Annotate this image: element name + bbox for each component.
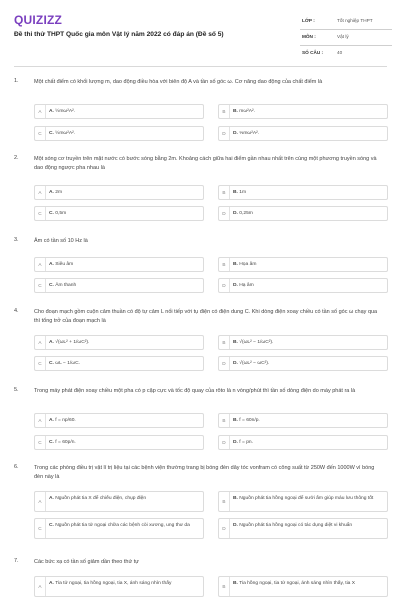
answer-option-c[interactable] xyxy=(34,518,204,539)
option-prefix: D. xyxy=(233,131,238,137)
answer-option-c[interactable] xyxy=(34,126,204,141)
option-prefix: C. xyxy=(49,440,54,446)
option-prefix: B. xyxy=(233,418,238,424)
option-text: ⅓mω²A². xyxy=(239,131,260,137)
option-letter: C xyxy=(35,127,46,140)
option-letter: A xyxy=(35,258,46,271)
option-letter: C xyxy=(35,207,46,220)
option-letter: D xyxy=(219,357,230,370)
option-text: f = pn. xyxy=(239,440,253,446)
option-letter: D xyxy=(219,127,230,140)
option-text: √(ωL² − ωC²). xyxy=(239,361,270,367)
option-text: Tia tử ngoại, tia hồng ngoại, tia X, ánh sáng nhìn thấy xyxy=(55,580,172,586)
answer-option-d[interactable] xyxy=(218,126,388,141)
question-number: 4. xyxy=(14,308,19,314)
option-prefix: C. xyxy=(49,361,54,367)
option-letter: B xyxy=(219,258,230,271)
option-prefix: A. xyxy=(49,262,54,268)
answer-option-a[interactable] xyxy=(34,491,204,512)
option-text: mω²A². xyxy=(239,109,256,115)
option-prefix: C. xyxy=(49,522,54,528)
meta-label: MÔN : xyxy=(302,34,316,39)
answer-option-a[interactable] xyxy=(34,576,204,597)
answer-option-d[interactable] xyxy=(218,278,388,293)
option-prefix: B. xyxy=(233,262,238,268)
option-text: 0,25m xyxy=(239,211,253,217)
answer-option-b[interactable] xyxy=(218,185,388,200)
question-text: Các bức xạ có tần số giảm dần theo thứ tự xyxy=(34,559,139,565)
option-letter: B xyxy=(219,105,230,118)
option-prefix: A. xyxy=(49,580,54,586)
option-text: Nguồn phát tia tử ngoại chữa các bệnh còi xương, ung thư da xyxy=(55,522,190,528)
option-text: ωL − 1/ωC. xyxy=(55,361,80,367)
option-letter: A xyxy=(35,577,46,596)
answer-option-d[interactable] xyxy=(218,356,388,371)
option-prefix: B. xyxy=(233,340,238,346)
question-text: Trong máy phát điện xoay chiều một pha có p cặp cực và tốc độ quay của rôto là n vòng/phút thì tần số dòng điện do máy phát ra là xyxy=(34,388,356,394)
worksheet-header xyxy=(0,0,400,62)
option-prefix: B. xyxy=(233,580,238,586)
meta-row-question-count xyxy=(300,46,392,61)
meta-row-class xyxy=(300,14,392,30)
option-prefix: A. xyxy=(49,418,54,424)
option-letter: A xyxy=(35,492,46,511)
option-text: f = 60n/p. xyxy=(239,418,260,424)
question-number: 2. xyxy=(14,155,19,161)
answer-option-b[interactable] xyxy=(218,257,388,272)
answer-option-b[interactable] xyxy=(218,576,388,597)
option-prefix: D. xyxy=(233,283,238,289)
question-number: 1. xyxy=(14,78,19,84)
option-prefix: B. xyxy=(233,190,238,196)
option-prefix: D. xyxy=(233,522,238,528)
quizizz-logo: QUIZIZZ xyxy=(14,13,63,27)
option-text: Nguồn phát tia hồng ngoại có tác dụng diệt vi khuẩn xyxy=(239,522,353,528)
option-letter: D xyxy=(219,519,230,538)
option-text: √(ωL² − 1/ωC²). xyxy=(239,340,274,346)
answer-option-b[interactable] xyxy=(218,104,388,119)
question-text: Âm có tần số 10 Hz là xyxy=(34,238,88,244)
question-text: Trong các phòng điều trị vật lí trị liệu tại các bệnh viện thường trang bị bóng đèn dây tóc vonfram có công suất từ 250W đến 1000W vì bóng đèn này là xyxy=(34,465,375,480)
question-number: 5. xyxy=(14,387,19,393)
meta-value: Vật lý xyxy=(337,34,349,39)
question-text: Một chất điểm có khối lượng m, dao động điều hòa với biên độ A và tần số góc ω. Cơ năng dao động của chất điểm là xyxy=(34,79,323,85)
meta-value: Tốt nghiệp THPT xyxy=(337,18,373,23)
answer-option-a[interactable] xyxy=(34,413,204,428)
option-letter: A xyxy=(35,414,46,427)
question-number: 6. xyxy=(14,464,19,470)
option-letter: D xyxy=(219,279,230,292)
option-letter: B xyxy=(219,492,230,511)
option-prefix: C. xyxy=(49,131,54,137)
meta-label: SỐ CÂU : xyxy=(302,50,324,55)
option-text: f = np/60. xyxy=(55,418,76,424)
answer-option-c[interactable] xyxy=(34,435,204,450)
option-text: 2m xyxy=(55,190,63,196)
meta-value: 40 xyxy=(337,50,343,55)
option-text: √(ωL² + 1/ωC²). xyxy=(55,340,90,346)
option-text: Tia hồng ngoại, tia tử ngoại, ánh sáng nhìn thấy, tia X xyxy=(239,580,356,586)
option-letter: C xyxy=(35,436,46,449)
option-letter: A xyxy=(35,186,46,199)
option-letter: B xyxy=(219,577,230,596)
option-text: Họa âm xyxy=(239,262,257,268)
header-divider xyxy=(14,66,387,67)
answer-option-a[interactable] xyxy=(34,185,204,200)
page-title: Đề thi thử THPT Quốc gia môn Vật lý năm 2022 có đáp án (Đề số 5) xyxy=(14,31,224,38)
answer-option-b[interactable] xyxy=(218,335,388,350)
option-prefix: D. xyxy=(233,440,238,446)
answer-option-d[interactable] xyxy=(218,206,388,221)
option-prefix: A. xyxy=(49,340,54,346)
answer-option-a[interactable] xyxy=(34,335,204,350)
question-number: 3. xyxy=(14,237,19,243)
meta-label: LỚP : xyxy=(302,18,315,23)
option-prefix: D. xyxy=(233,211,238,217)
option-letter: D xyxy=(219,436,230,449)
option-text: Hạ âm xyxy=(239,283,254,289)
option-prefix: B. xyxy=(233,109,238,115)
option-letter: A xyxy=(35,105,46,118)
option-text: ½mω²A². xyxy=(55,131,76,137)
question-number: 7. xyxy=(14,558,19,564)
answer-option-b[interactable] xyxy=(218,491,388,512)
option-prefix: D. xyxy=(233,361,238,367)
option-text: Nguồn phát tia X để chiếu điện, chụp điện xyxy=(55,495,147,501)
option-letter: A xyxy=(35,336,46,349)
option-prefix: A. xyxy=(49,190,54,196)
worksheet-meta xyxy=(300,14,392,61)
option-prefix: A. xyxy=(49,109,54,115)
option-prefix: B. xyxy=(233,495,238,501)
option-letter: C xyxy=(35,519,46,538)
option-letter: B xyxy=(219,336,230,349)
answer-option-a[interactable] xyxy=(34,257,204,272)
option-prefix: C. xyxy=(49,211,54,217)
option-text: Siêu âm xyxy=(55,262,74,268)
option-text: f = 60p/n. xyxy=(55,440,76,446)
option-text: 1m xyxy=(239,190,247,196)
option-letter: B xyxy=(219,186,230,199)
answer-option-c[interactable] xyxy=(34,356,204,371)
option-letter: C xyxy=(35,279,46,292)
answer-option-d[interactable] xyxy=(218,435,388,450)
answer-option-c[interactable] xyxy=(34,206,204,221)
option-text: ½mω²A². xyxy=(55,109,76,115)
option-text: Âm thanh xyxy=(55,283,77,289)
option-prefix: A. xyxy=(49,495,54,501)
option-prefix: C. xyxy=(49,283,54,289)
answer-option-c[interactable] xyxy=(34,278,204,293)
meta-row-subject xyxy=(300,30,392,46)
answer-option-d[interactable] xyxy=(218,518,388,539)
answer-option-b[interactable] xyxy=(218,413,388,428)
answer-option-a[interactable] xyxy=(34,104,204,119)
option-letter: B xyxy=(219,414,230,427)
option-text: 0,5m xyxy=(55,211,67,217)
question-text: Cho đoạn mạch gồm cuộn cảm thuần có độ tự cảm L nối tiếp với tụ điện có điện dung C. Khi dòng điện xoay chiều có tần số góc ω chạy qua thì tổng trở của đoạn mạch là xyxy=(34,309,378,324)
option-text: Nguồn phát tia hồng ngoại để sưởi ấm giúp máu lưu thông tốt xyxy=(239,495,374,501)
option-letter: D xyxy=(219,207,230,220)
question-text: Một sóng cơ truyền trên mặt nước có bước sóng bằng 2m. Khoảng cách giữa hai điểm gần nhau nhất trên cùng một phương truyền sóng và dao động ngược pha nhau là xyxy=(34,156,377,171)
option-letter: C xyxy=(35,357,46,370)
